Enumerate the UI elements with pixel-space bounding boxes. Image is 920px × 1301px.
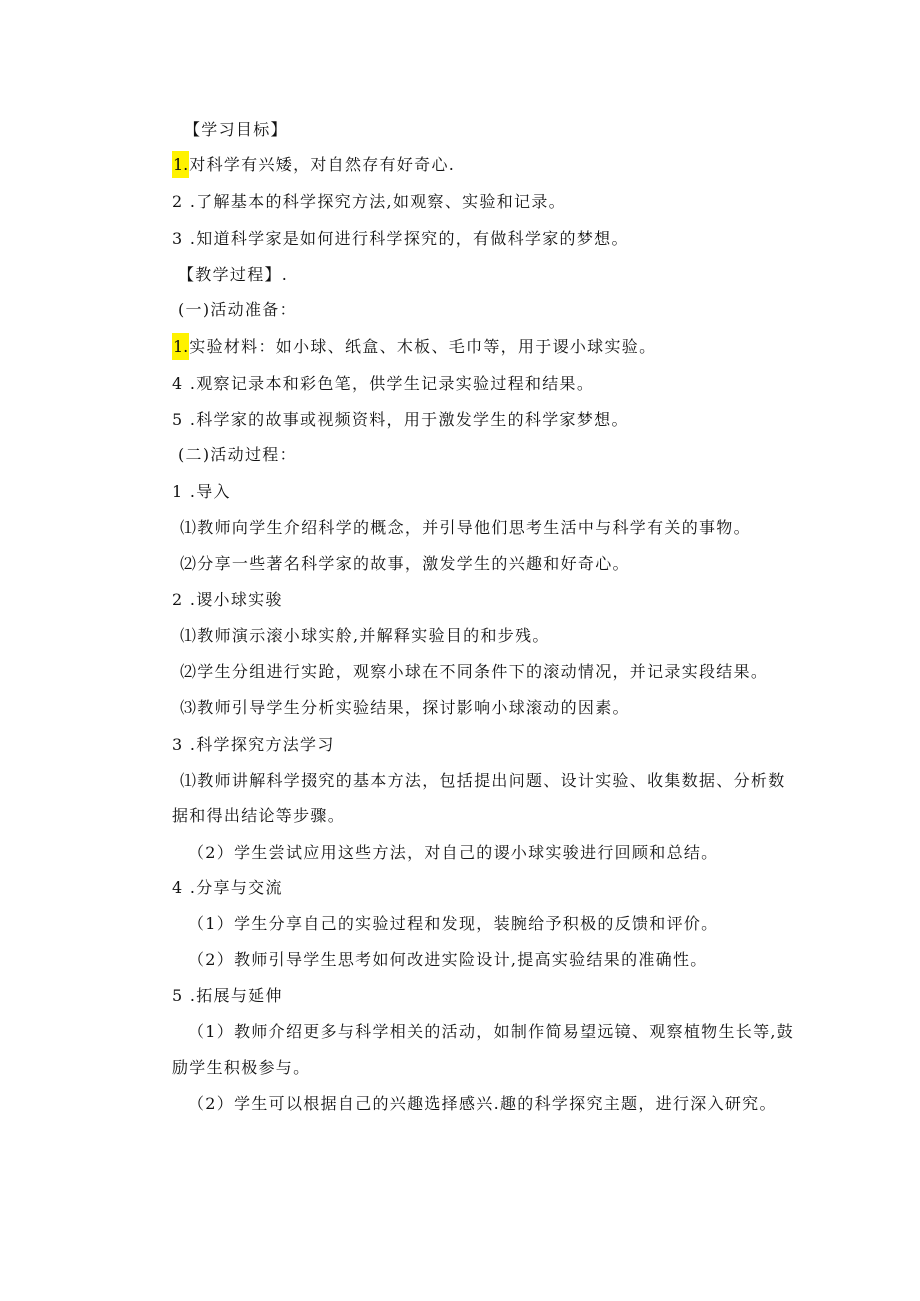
- step-4-item-2: （2）教师引导学生思考如何改进实险设计,提高实验结果的准确性。: [188, 950, 708, 969]
- step-1-item-1: ⑴教师向学生介绍科学的概念，并引导他们思考生活中与科学有关的事物。: [180, 518, 751, 537]
- step-1-item-2: ⑵分享一些著名科学家的故事，激发学生的兴趣和好奇心。: [180, 554, 630, 573]
- step-3-item-1-line-2: 据和得出结论等步骤。: [172, 806, 346, 825]
- step-3-heading: 3 .科学探究方法学习: [172, 735, 335, 754]
- prep-item-1: [172, 336, 656, 358]
- prep-title: (一)活动准备：: [178, 300, 297, 319]
- goal-item-3: 3 .知道科学家是如何进行科学探究的，有做科学家的梦想。: [172, 229, 629, 248]
- prep-item-1-number: 1.: [172, 333, 189, 360]
- process-title: (二)活动过程：: [178, 445, 297, 464]
- step-4-heading: 4 .分享与交流: [172, 878, 283, 897]
- step-3-item-1-line-1: ⑴教师讲解科学掇究的基本方法，包括提出问题、设计实验、收集数据、分析数: [180, 771, 786, 790]
- step-5-item-1-line-1: （1）教师介绍更多与科学相关的活动，如制作简易望远镜、观察植物生长等,鼓: [188, 1022, 795, 1041]
- step-5-heading: 5 .拓展与延伸: [172, 986, 283, 1005]
- step-4-item-1: （1）学生分享自己的实验过程和发现，装腕给予积极的反馈和评价。: [188, 914, 719, 933]
- section-heading-process: 【教学过程】.: [178, 265, 289, 284]
- step-5-item-1-line-2: 励学生积极参与。: [172, 1058, 311, 1077]
- section-heading-goals: 【学习目标】: [184, 120, 288, 139]
- step-2-item-3: ⑶教师引导学生分析实验结果，探讨影响小球滚动的因素。: [180, 698, 630, 717]
- step-1-heading: 1 .导入: [172, 482, 231, 501]
- goal-item-1-text: 对科学有兴矮，对自然存有好奇心.: [189, 155, 456, 174]
- prep-item-1-text: 实验材料：如小球、纸盒、木板、毛巾等，用于谡小球实验。: [189, 337, 657, 356]
- step-2-heading: 2 .谡小球实骏: [172, 590, 283, 609]
- goal-item-1-number: 1.: [172, 151, 189, 178]
- step-3-item-2: （2）学生尝试应用这些方法，对自己的谡小球实骏进行回顾和总结。: [188, 843, 719, 862]
- prep-item-5: 5 .科学家的故事或视频资料，用于激发学生的科学家梦想。: [172, 410, 629, 429]
- step-2-item-2: ⑵学生分组进行实跄，观察小球在不同条件下的滚动情况，并记录实段结果。: [180, 662, 769, 681]
- step-2-item-1: ⑴教师演示滚小球实舲,并解释实验目的和步残。: [180, 626, 550, 645]
- prep-item-4: 4 .观察记录本和彩色笔，供学生记录实验过程和结果。: [172, 374, 595, 393]
- step-5-item-2: （2）学生可以根据自己的兴趣选择感兴.趣的科学探究主题，进行深入研究。: [188, 1094, 777, 1113]
- goal-item-2: 2 .了解基本的科学探究方法,如观察、实验和记录。: [172, 192, 566, 211]
- goal-item-1: [172, 154, 455, 176]
